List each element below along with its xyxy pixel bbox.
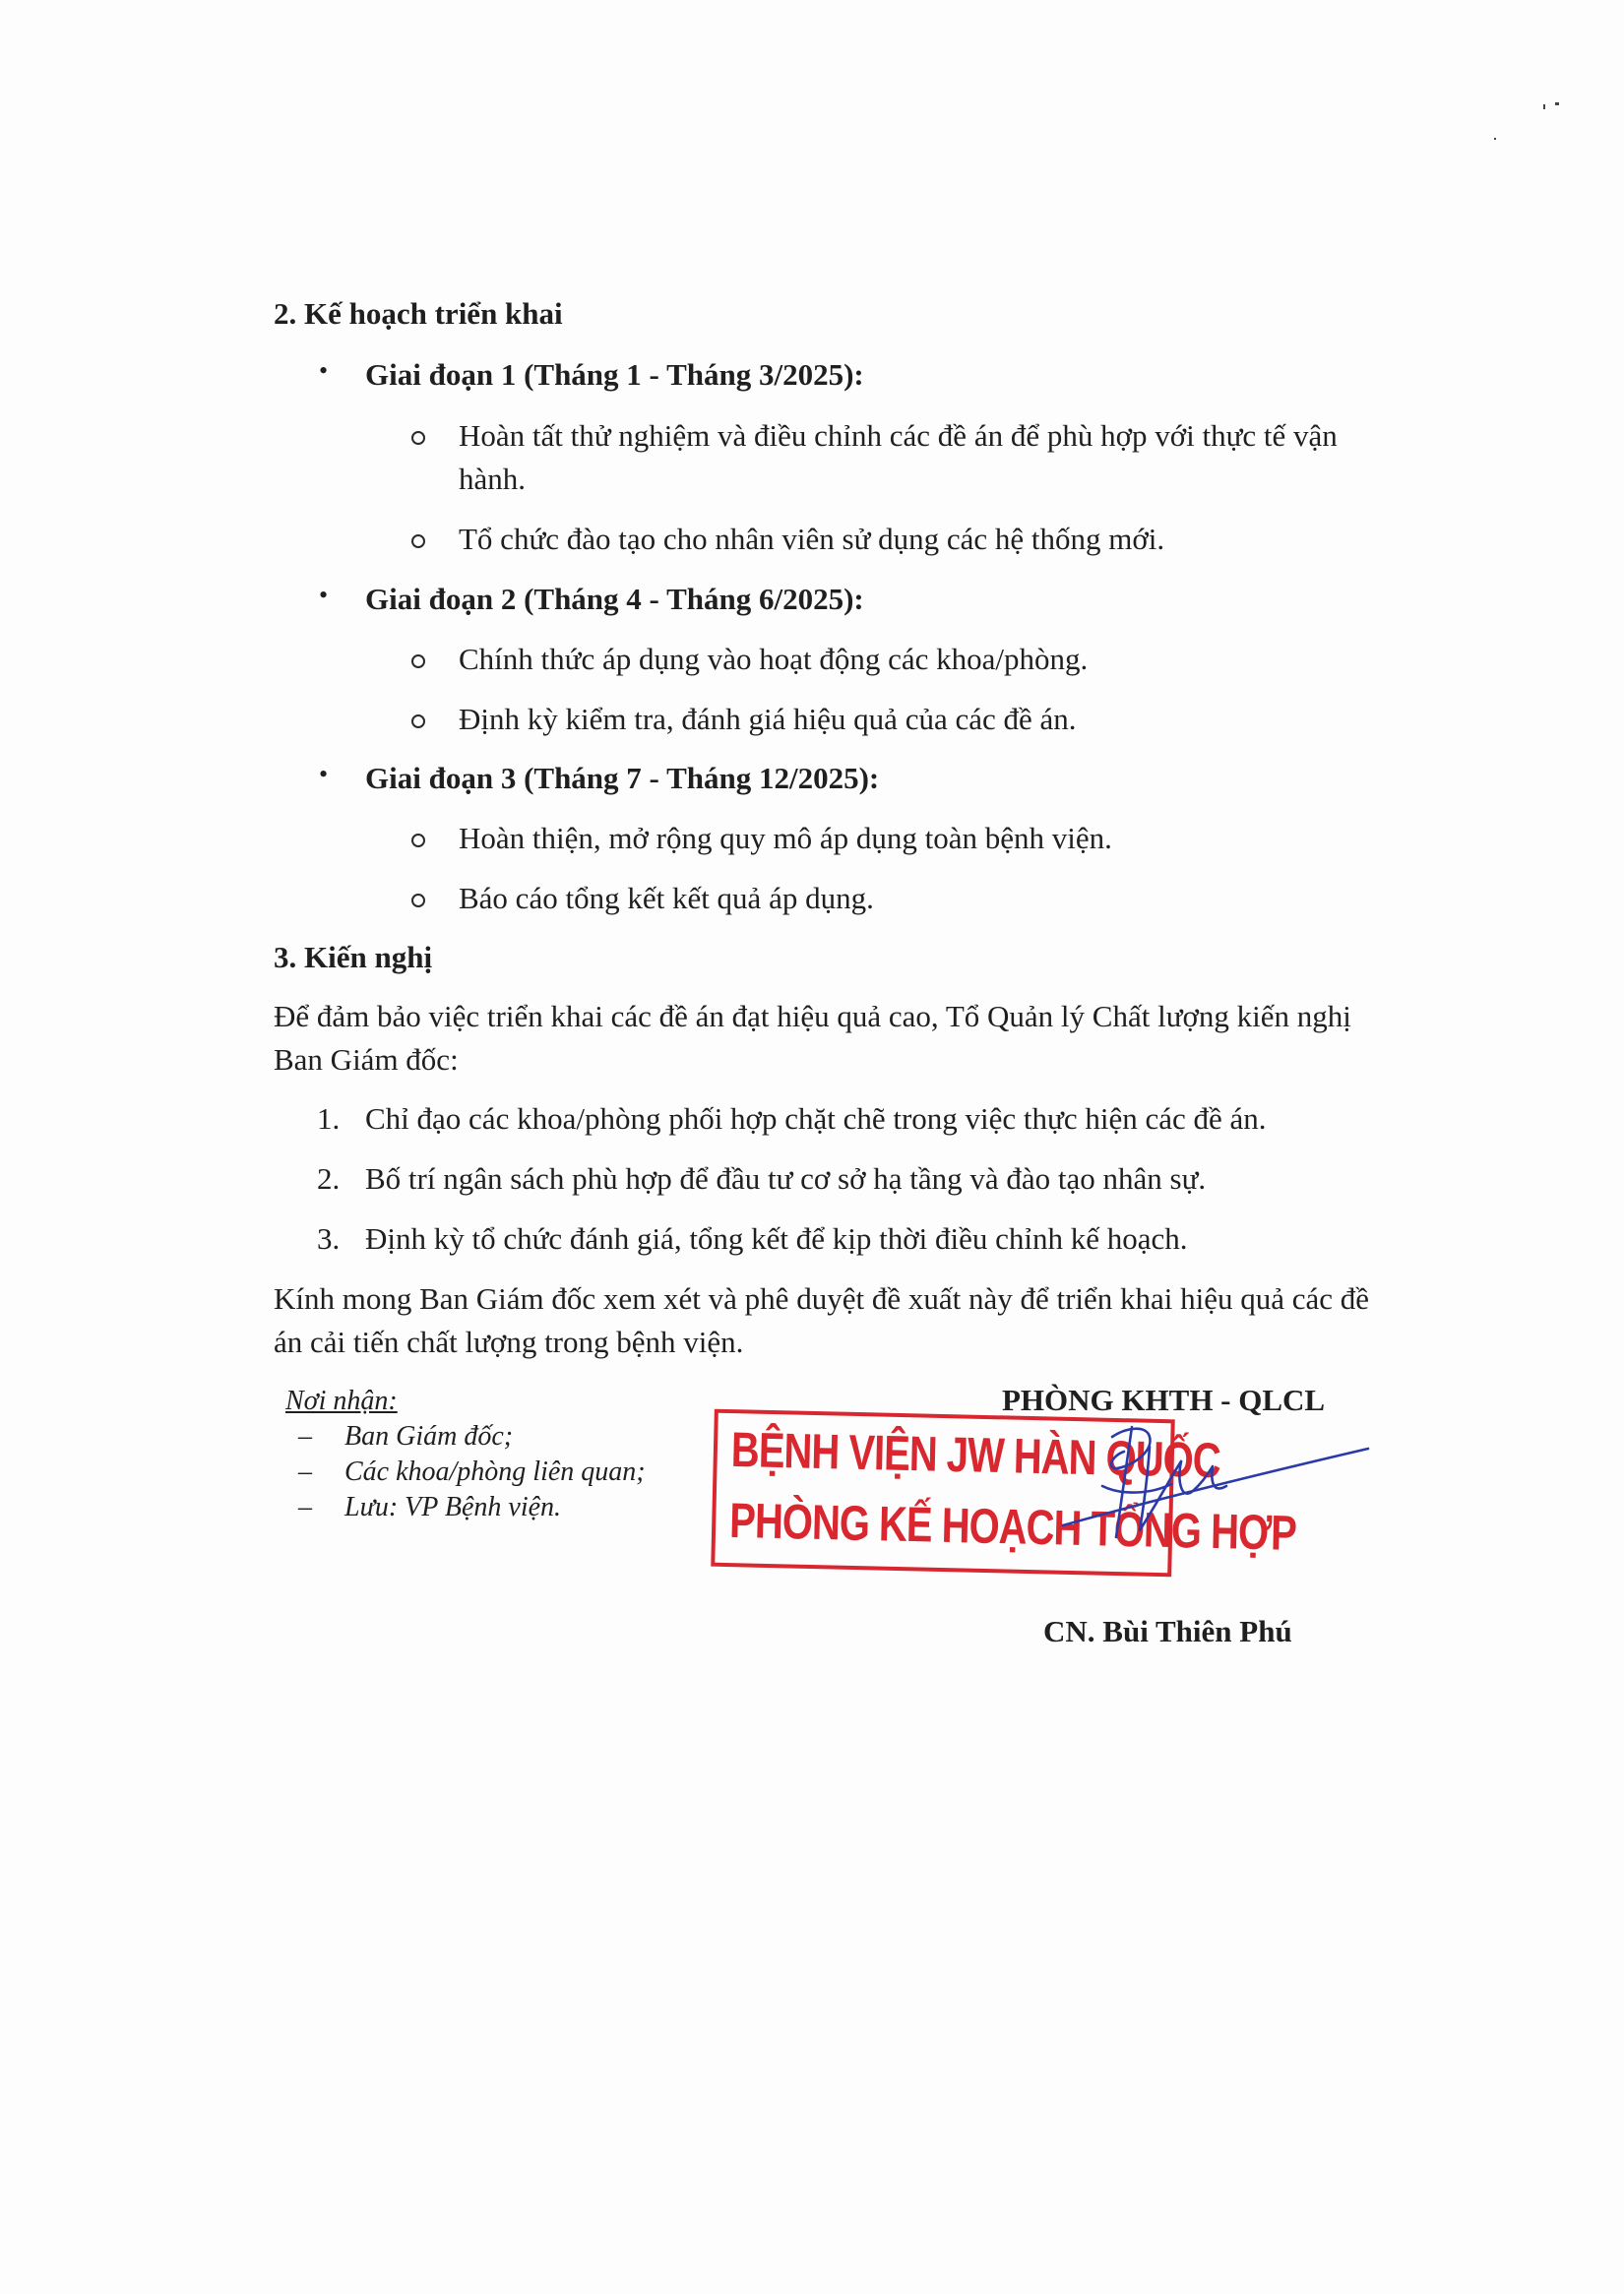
bullet-icon: • <box>319 356 329 385</box>
recipients-label: Nơi nhận: <box>285 1386 398 1416</box>
phase-2-item-2: Định kỳ kiểm tra, đánh giá hiệu quả của các đề án. <box>459 702 1077 736</box>
section-2-heading: 2. Kế hoạch triển khai <box>274 296 563 331</box>
recipient-2: Các khoa/phòng liên quan; <box>344 1457 646 1487</box>
circle-bullet-icon <box>411 894 425 907</box>
circle-bullet-icon <box>411 534 425 548</box>
phase-3-item-1: Hoàn thiện, mở rộng quy mô áp dụng toàn bệnh viện. <box>459 821 1112 855</box>
bullet-icon: • <box>319 760 329 788</box>
circle-bullet-icon <box>411 714 425 728</box>
list-number: 2. <box>317 1161 341 1196</box>
phase-1-item-2: Tổ chức đào tạo cho nhân viên sử dụng các hệ thống mới. <box>459 522 1165 556</box>
recipient-1: Ban Giám đốc; <box>344 1421 514 1452</box>
bullet-icon: • <box>319 581 329 609</box>
handwritten-signature-icon <box>1033 1407 1388 1575</box>
stamp-line-2: PHÒNG KẾ HOẠCH TỔNG HỢP <box>728 1494 1297 1562</box>
signing-department: PHÒNG KHTH - QLCL <box>1002 1383 1326 1417</box>
dash-icon: – <box>298 1492 312 1522</box>
phase-3-item-2: Báo cáo tổng kết kết quả áp dụng. <box>459 881 874 915</box>
circle-bullet-icon <box>411 834 425 847</box>
phase-1-item-1-cont: hành. <box>459 462 527 496</box>
recommendation-1: Chỉ đạo các khoa/phòng phối hợp chặt chẽ trong việc thực hiện các đề án. <box>365 1101 1267 1136</box>
scan-speck <box>1494 138 1496 140</box>
scan-speck <box>1543 104 1545 109</box>
recommendation-intro-line-2: Ban Giám đốc: <box>274 1042 459 1077</box>
dash-icon: – <box>298 1457 312 1487</box>
scan-speck <box>1555 102 1559 105</box>
recommendation-3: Định kỳ tổ chức đánh giá, tổng kết để kịp thời điều chỉnh kế hoạch. <box>365 1221 1188 1256</box>
list-number: 1. <box>317 1101 341 1136</box>
recommendation-intro-line-1: Để đảm bảo việc triển khai các đề án đạt hiệu quả cao, Tổ Quản lý Chất lượng kiến nghị <box>274 999 1351 1033</box>
signer-name: CN. Bùi Thiên Phú <box>1043 1614 1292 1648</box>
closing-line-1: Kính mong Ban Giám đốc xem xét và phê duyệt đề xuất này để triển khai hiệu quả các đề <box>274 1281 1370 1316</box>
stamp-line-1: BỆNH VIỆN JW HÀN QUỐC <box>730 1423 1221 1489</box>
circle-bullet-icon <box>411 431 425 445</box>
circle-bullet-icon <box>411 654 425 668</box>
list-number: 3. <box>317 1221 341 1256</box>
phase-1-title: Giai đoạn 1 (Tháng 1 - Tháng 3/2025): <box>365 357 864 392</box>
phase-3-title: Giai đoạn 3 (Tháng 7 - Tháng 12/2025): <box>365 761 880 795</box>
phase-2-title: Giai đoạn 2 (Tháng 4 - Tháng 6/2025): <box>365 582 864 616</box>
recipient-3: Lưu: VP Bệnh viện. <box>344 1492 562 1522</box>
closing-line-2: án cải tiến chất lượng trong bệnh viện. <box>274 1325 744 1359</box>
phase-2-item-1: Chính thức áp dụng vào hoạt động các khoa/phòng. <box>459 642 1089 676</box>
dash-icon: – <box>298 1421 312 1452</box>
recommendation-2: Bố trí ngân sách phù hợp để đầu tư cơ sở hạ tầng và đào tạo nhân sự. <box>365 1161 1207 1196</box>
phase-1-item-1: Hoàn tất thử nghiệm và điều chỉnh các đề án để phù hợp với thực tế vận <box>459 418 1338 453</box>
section-3-heading: 3. Kiến nghị <box>274 940 433 974</box>
